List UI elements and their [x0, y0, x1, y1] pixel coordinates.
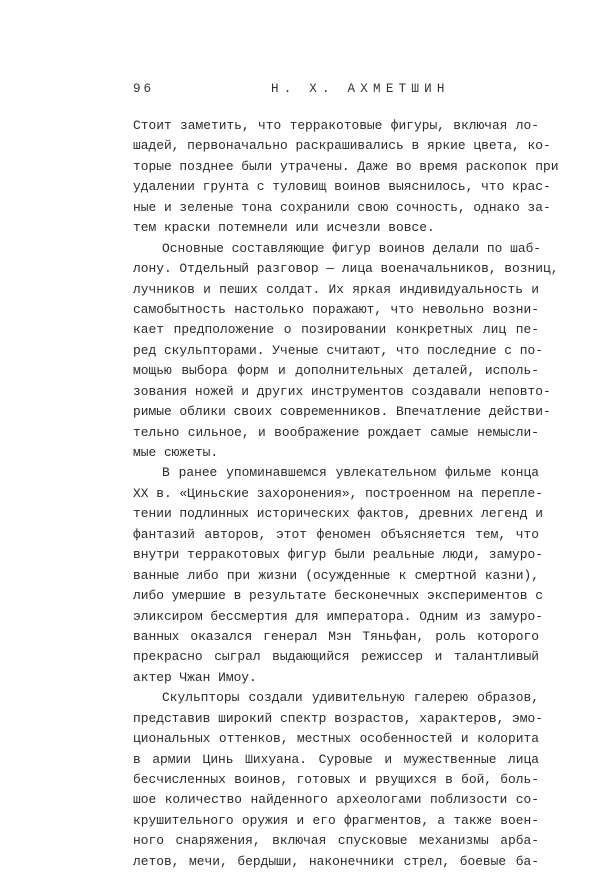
- text-line: тем краски потемнели или исчезли вовсе.: [133, 220, 435, 236]
- text-line: фантазий авторов, этот феномен объясняется тем, что: [133, 526, 539, 542]
- text-line: шадей, первоначально раскрашивались в яркие цвета, ко-: [133, 138, 551, 154]
- text-line: римые облики своих современников. Впечатление действи-: [133, 404, 551, 420]
- paragraph: [133, 239, 559, 464]
- running-title: Н. Х. АХМЕТШИН: [271, 82, 450, 96]
- text-line: циональных оттенков, местных особенностей и колорита: [133, 731, 539, 747]
- text-line: либо умершие в результате бесконечных экспериментов с: [133, 588, 543, 604]
- body-text: [133, 116, 559, 872]
- text-line: мые сюжеты.: [133, 445, 219, 460]
- text-line: эликсиром бессмертия для императора. Одним из замуро-: [133, 608, 543, 624]
- page-number: 96: [133, 82, 155, 96]
- text-line: самобытность настолько поражают, что невольно возни-: [133, 301, 539, 317]
- text-line: актер Чжан Имоу.: [133, 669, 257, 685]
- text-line: тении подлинных исторических фактов, древних легенд и: [133, 506, 543, 522]
- text-line: шое количество найденного археологами поблизости со-: [133, 792, 539, 808]
- text-line: торые позднее были утрачены. Даже во время раскопок при: [133, 158, 559, 174]
- text-line: бесчисленных воинов, готовых и рвущихся в бой, боль-: [133, 772, 539, 787]
- text-line: ред скульпторами. Ученые считают, что последние с по-: [133, 342, 543, 358]
- text-line: ного снаряжения, включая спусковые механизмы арба-: [133, 833, 539, 849]
- text-line: в армии Цинь Шихуана. Суровые и мужественные лица: [133, 751, 539, 767]
- text-line: ные и зеленые тона сохранили свою сочность, однако за-: [133, 199, 551, 215]
- text-line: Основные составляющие фигур воинов делали по шаб-: [162, 240, 542, 256]
- text-line: ванные либо при жизни (осужденные к смертной казни),: [133, 567, 539, 583]
- text-line: Стоит заметить, что терракотовые фигуры, включая ло-: [133, 118, 539, 133]
- text-line: представив широкий спектр возрастов, характеров, эмо-: [133, 710, 543, 726]
- text-line: лучников и пеших солдат. Их яркая индивидуальность и: [133, 281, 539, 297]
- paragraph: [133, 688, 543, 872]
- text-line: лону. Отдельный разговор — лица военачальников, возниц,: [133, 261, 559, 277]
- paragraph: [133, 116, 559, 239]
- text-line: XX в. «Циньские захоронения», построенном на перепле-: [133, 485, 543, 501]
- paragraph: [133, 463, 543, 688]
- text-line: удалении грунта с туловищ воинов выяснилось, что крас-: [133, 179, 551, 195]
- text-line: тельно сильное, и воображение рождает самые немысли-: [133, 424, 539, 440]
- text-line: мощью выбора форм и дополнительных деталей, исполь-: [133, 363, 539, 379]
- text-line: прекрасно сыграл выдающийся режиссер и талантливый: [133, 649, 539, 665]
- text-line: В ранее упоминавшемся увлекательном фильме конца: [162, 465, 539, 481]
- text-line: зования ножей и других инструментов создавали неповто-: [133, 383, 551, 399]
- text-line: Скульпторы создали удивительную галерею образов,: [162, 690, 539, 706]
- page-header: [133, 82, 539, 100]
- text-line: кает предположение о позировании конкретных лиц пе-: [133, 322, 539, 338]
- text-line: крушительного оружия и его фрагментов, а также воен-: [133, 812, 539, 828]
- text-line: ванных оказался генерал Мэн Тяньфан, роль которого: [133, 628, 539, 644]
- text-line: летов, мечи, бердыши, наконечники стрел, боевые ба-: [133, 853, 539, 869]
- text-line: внутри терракотовых фигур были реальные люди, замуро-: [133, 547, 543, 563]
